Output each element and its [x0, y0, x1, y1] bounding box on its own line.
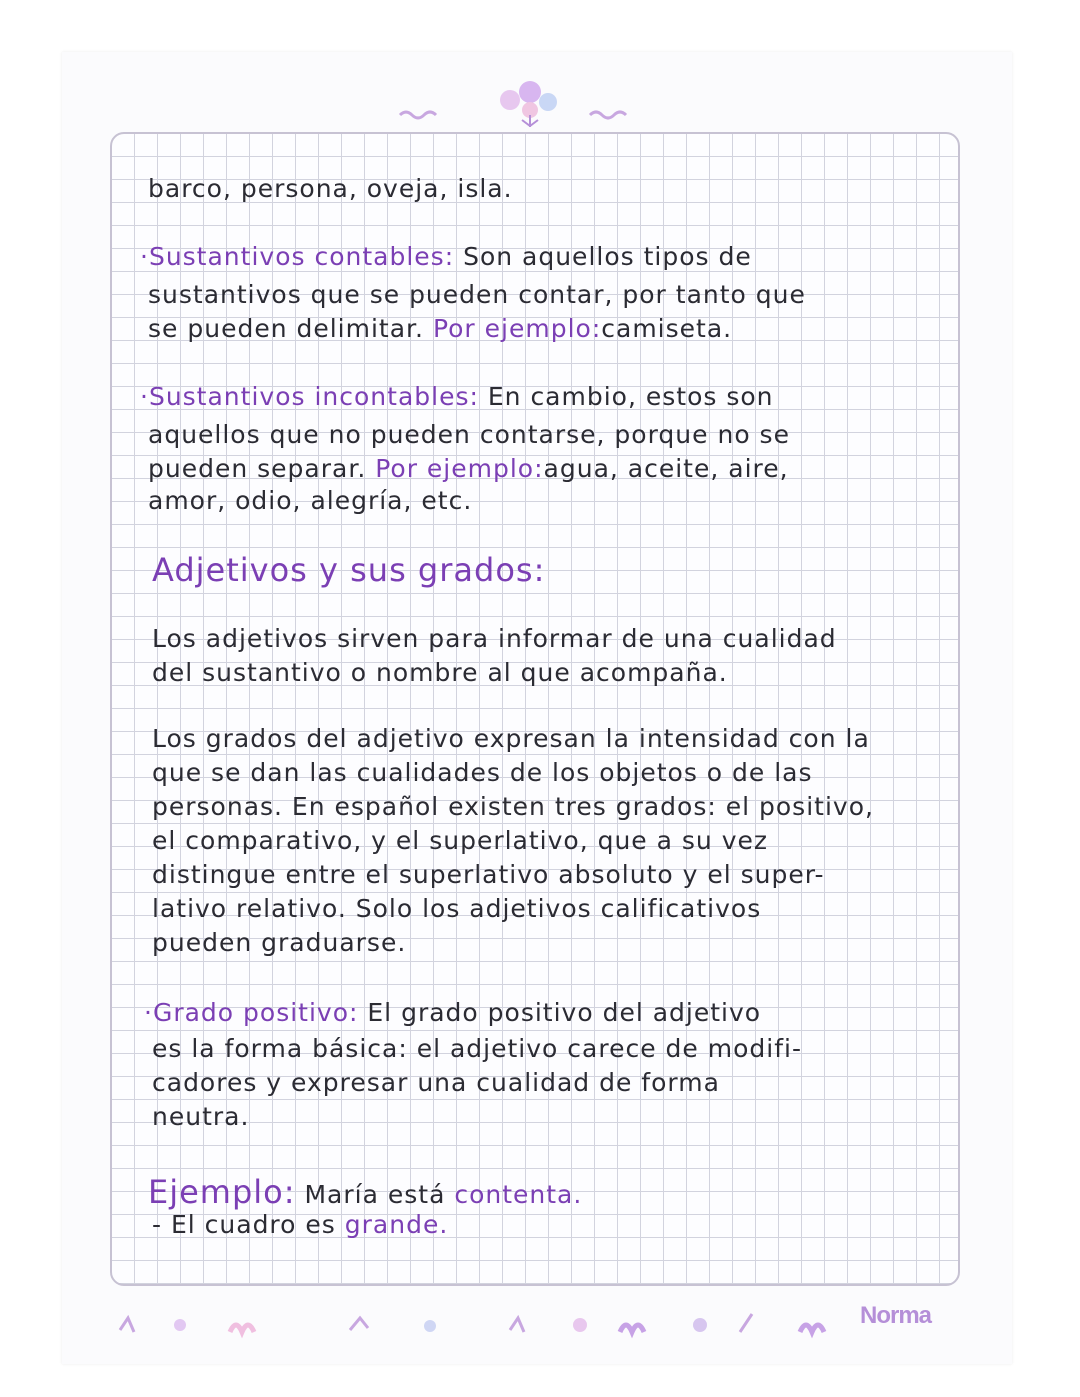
- text-line: lativo relativo. Solo los adjetivos calificativos: [152, 894, 762, 923]
- text-line: amor, odio, alegría, etc.: [148, 486, 473, 515]
- text-line: Los adjetivos sirven para informar de una cualidad: [152, 624, 837, 653]
- text-span: se pueden delimitar.: [148, 314, 424, 343]
- example-line: [148, 314, 732, 344]
- example-line: [148, 454, 789, 484]
- text-line: del sustantivo o nombre al que acompaña.: [152, 658, 728, 687]
- text-span: María está: [295, 1180, 455, 1209]
- term-label: ·Grado positivo:: [144, 998, 359, 1027]
- text-line: que se dan las cualidades de los objetos o de las: [152, 758, 813, 787]
- example-label: Ejemplo:: [148, 1173, 296, 1211]
- text-line: neutra.: [152, 1102, 250, 1131]
- text-span: En cambio, estos son: [478, 382, 774, 411]
- text-line: el comparativo, y el superlativo, que a su vez: [152, 826, 769, 855]
- example-word: contenta.: [454, 1180, 583, 1209]
- text-line: personas. En español existen tres grados: el positivo,: [152, 792, 874, 821]
- text-span: pueden separar.: [148, 454, 367, 483]
- bottom-doodles-icon: [100, 1300, 880, 1350]
- text-line: Los grados del adjetivo expresan la intensidad con la: [152, 724, 870, 753]
- flower-doodle-icon: [380, 70, 680, 130]
- section-heading: Adjetivos y sus grados:: [152, 551, 546, 589]
- text-span: - El cuadro es: [152, 1210, 345, 1239]
- text-span: El grado positivo del adjetivo: [358, 998, 762, 1027]
- text-span: agua, aceite, aire,: [543, 454, 789, 483]
- text-span: camiseta.: [601, 314, 733, 343]
- brand-logo: Norma: [860, 1302, 932, 1329]
- example-word: grande.: [344, 1210, 449, 1239]
- term-label: ·Sustantivos incontables:: [140, 382, 479, 411]
- example-label: Por ejemplo:: [375, 454, 544, 483]
- text-line: distingue entre el superlativo absoluto y el super-: [152, 860, 825, 889]
- text-line: aquellos que no pueden contarse, porque no se: [148, 420, 790, 449]
- text-line: es la forma básica: el adjetivo carece de modifi-: [152, 1034, 802, 1063]
- term-label: ·Sustantivos contables:: [140, 242, 455, 271]
- grid-area: [110, 132, 960, 1286]
- text-line: cadores y expresar una cualidad de forma: [152, 1068, 720, 1097]
- heading-incontables-line: [140, 382, 774, 412]
- example-line: [152, 1210, 448, 1240]
- text-line: pueden graduarse.: [152, 928, 407, 957]
- heading-contables-line: [140, 242, 752, 272]
- heading-positivo-line: [144, 998, 761, 1028]
- text-span: Son aquellos tipos de: [454, 242, 752, 271]
- example-line: [148, 1174, 582, 1210]
- example-label: Por ejemplo:: [432, 314, 602, 343]
- text-line: sustantivos que se pueden contar, por tanto que: [148, 280, 806, 309]
- text-line: barco, persona, oveja, isla.: [148, 174, 513, 203]
